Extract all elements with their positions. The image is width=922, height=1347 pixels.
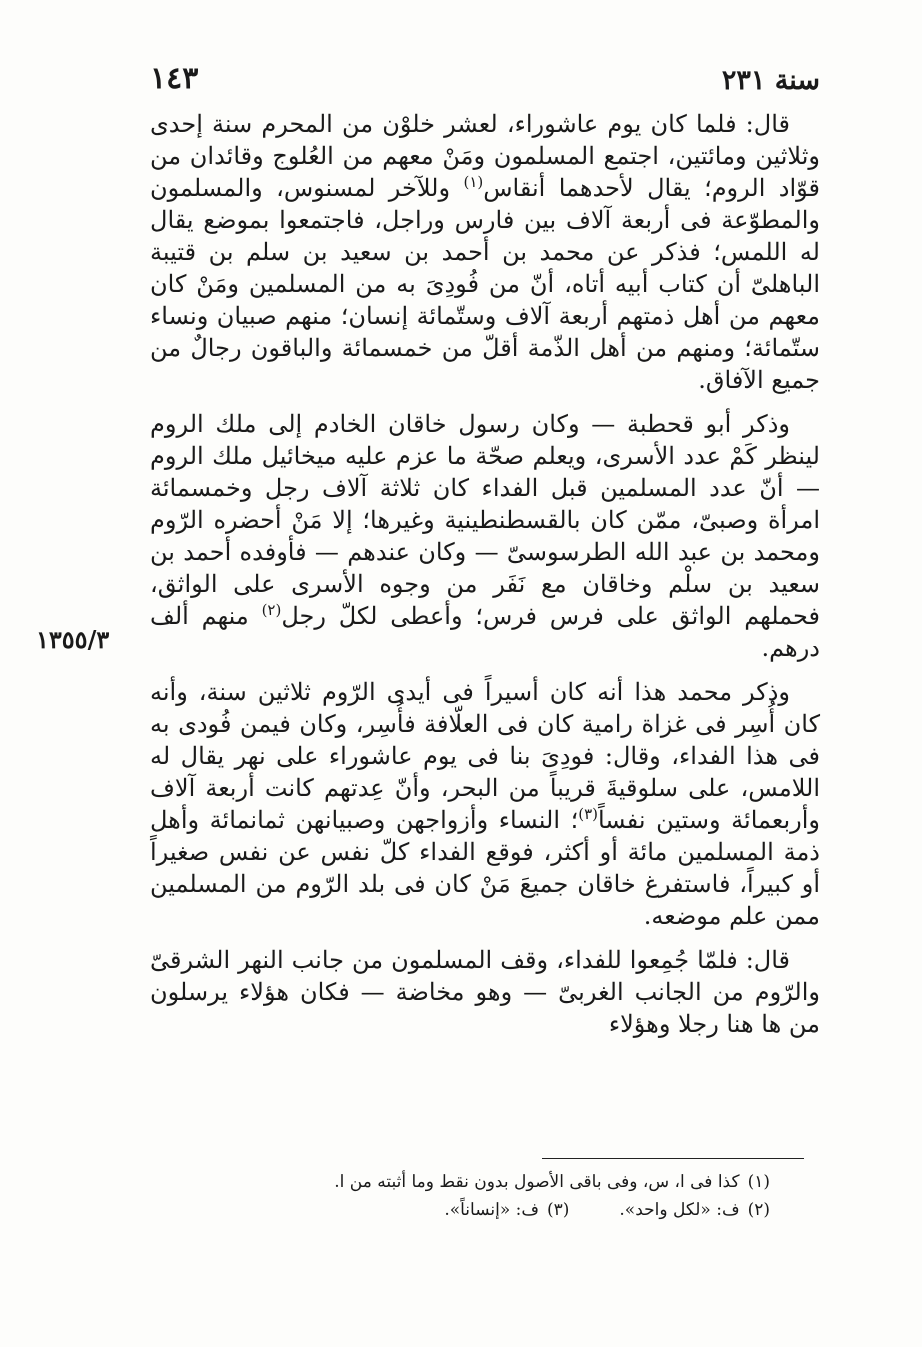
text-segment: وللآخر لمسنوس، والمسلمون والمطوّعة فى أربعة آلاف بين فارس وراجل، فاجتمعوا بموضع يقال له اللمس؛ فذكر عن محمد بن أحمد بن سعيد بن سلم بن قتيبة الباهلىّ أن كتاب أبيه أتاه، أنّ من فُودِىَ به من المسلمين ومَنْ كان معهم من أهل ذمتهم أربعة آلاف وستّمائة إنسان؛ منهم صبيان ونساء ستّمائة؛ ومنهم من أهل الذّمة أقلّ من خمسمائة والباقون رجالٌ من جميع الآفاق.	[150, 174, 820, 394]
margin-reference: ١٣٥٥/٣	[36, 625, 110, 654]
text-segment: وذكر أبو قحطبة — وكان رسول خاقان الخادم إلى ملك الروم لينظر كَمْ عدد الأسرى، ويعلم صحّة ما عزم عليه ميخائيل ملك الروم — أنّ عدد المسلمين قبل الفداء كان ثلاثة آلاف رجل وخمسمائة امرأة وصبىّ، ممّن كان بالقسطنطينية وغيرها؛ إلا مَنْ أحضره الرّوم ومحمد بن عبد الله الطرسوسىّ — وكان عندهم — فأوفده أحمد بن سعيد بن سلْم وخاقان مع نَفَر من وجوه الأسرى على الواثق، فحملهم الواثق على فرس فرس؛ وأعطى لكلّ رجل	[150, 410, 821, 630]
paragraph	[150, 676, 820, 932]
text-segment: قال: فلما كان يوم عاشوراء، لعشر خلوْن من المحرم سنة إحدى وثلاثين ومائتين، اجتمع المسلمون ومَنْ معهم من العُلوج وقائدان من قوّاد الروم؛ يقال لأحدهما أنقاس	[150, 110, 821, 202]
footnote-number: (٣)	[546, 1200, 570, 1220]
main-text	[150, 108, 820, 1040]
paragraph	[150, 408, 820, 664]
footnotes	[300, 1168, 770, 1224]
footnote-text: كذا فى ا، س، وفى باقى الأصول بدون نقط وما أثبته من ا.	[334, 1172, 740, 1192]
footnote-ref: (٣)	[578, 805, 598, 823]
footnote-text: ف: «لكل واحد».	[619, 1200, 740, 1220]
text-segment: ؛ النساء وأزواجهن وصبيانهن ثمانمائة وأهل ذمة المسلمين مائة أو أكثر، فوقع الفداء كلّ نفس عن نفس صغيراً أو كبيراً، فاستفرغ خاقان جميعَ مَنْ كان فى بلد الرّوم من المسلمين ممن علم موضعه.	[150, 806, 820, 930]
footnote-ref: (٢)	[261, 601, 282, 619]
footnote-line	[300, 1196, 770, 1224]
paragraph	[150, 944, 820, 1040]
page-number: ١٤٣	[150, 61, 199, 96]
footnote-line	[300, 1168, 770, 1196]
text-segment: وذكر محمد هذا أنه كان أسيراً فى أيدى الرّوم ثلاثين سنة، وأنه كان أُسِر فى غزاة رامية كان فى العلّافة فأُسِر، وكان فيمن فُودى به فى هذا الفداء، وقال: فودِىَ بنا فى يوم عاشوراء على نهر يقال له اللامس، على سلوقيةَ قريباً من البحر، وأنّ عِدتهم كانت أربعة آلاف وأربعمائة وستين نفساً	[150, 678, 820, 834]
footnote-ref: (١)	[463, 173, 484, 191]
year-label: سنة ٢٣١	[721, 65, 820, 96]
footnote-divider	[542, 1158, 804, 1159]
footnote-number: (٢)	[747, 1200, 770, 1220]
text-segment: منهم ألف درهم.	[150, 602, 820, 662]
footnote-text: ف: «إنساناً».	[444, 1200, 539, 1220]
paragraph	[150, 108, 820, 396]
text-segment: قال: فلمّا جُمِعوا للفداء، وقف المسلمون من جانب النهر الشرقىّ والرّوم من الجانب الغربىّ — وهو مخاضة — فكان هؤلاء يرسلون من ها هنا رجلا وهؤلاء	[150, 946, 820, 1038]
page-header	[150, 56, 820, 96]
footnote-number: (١)	[747, 1172, 770, 1192]
